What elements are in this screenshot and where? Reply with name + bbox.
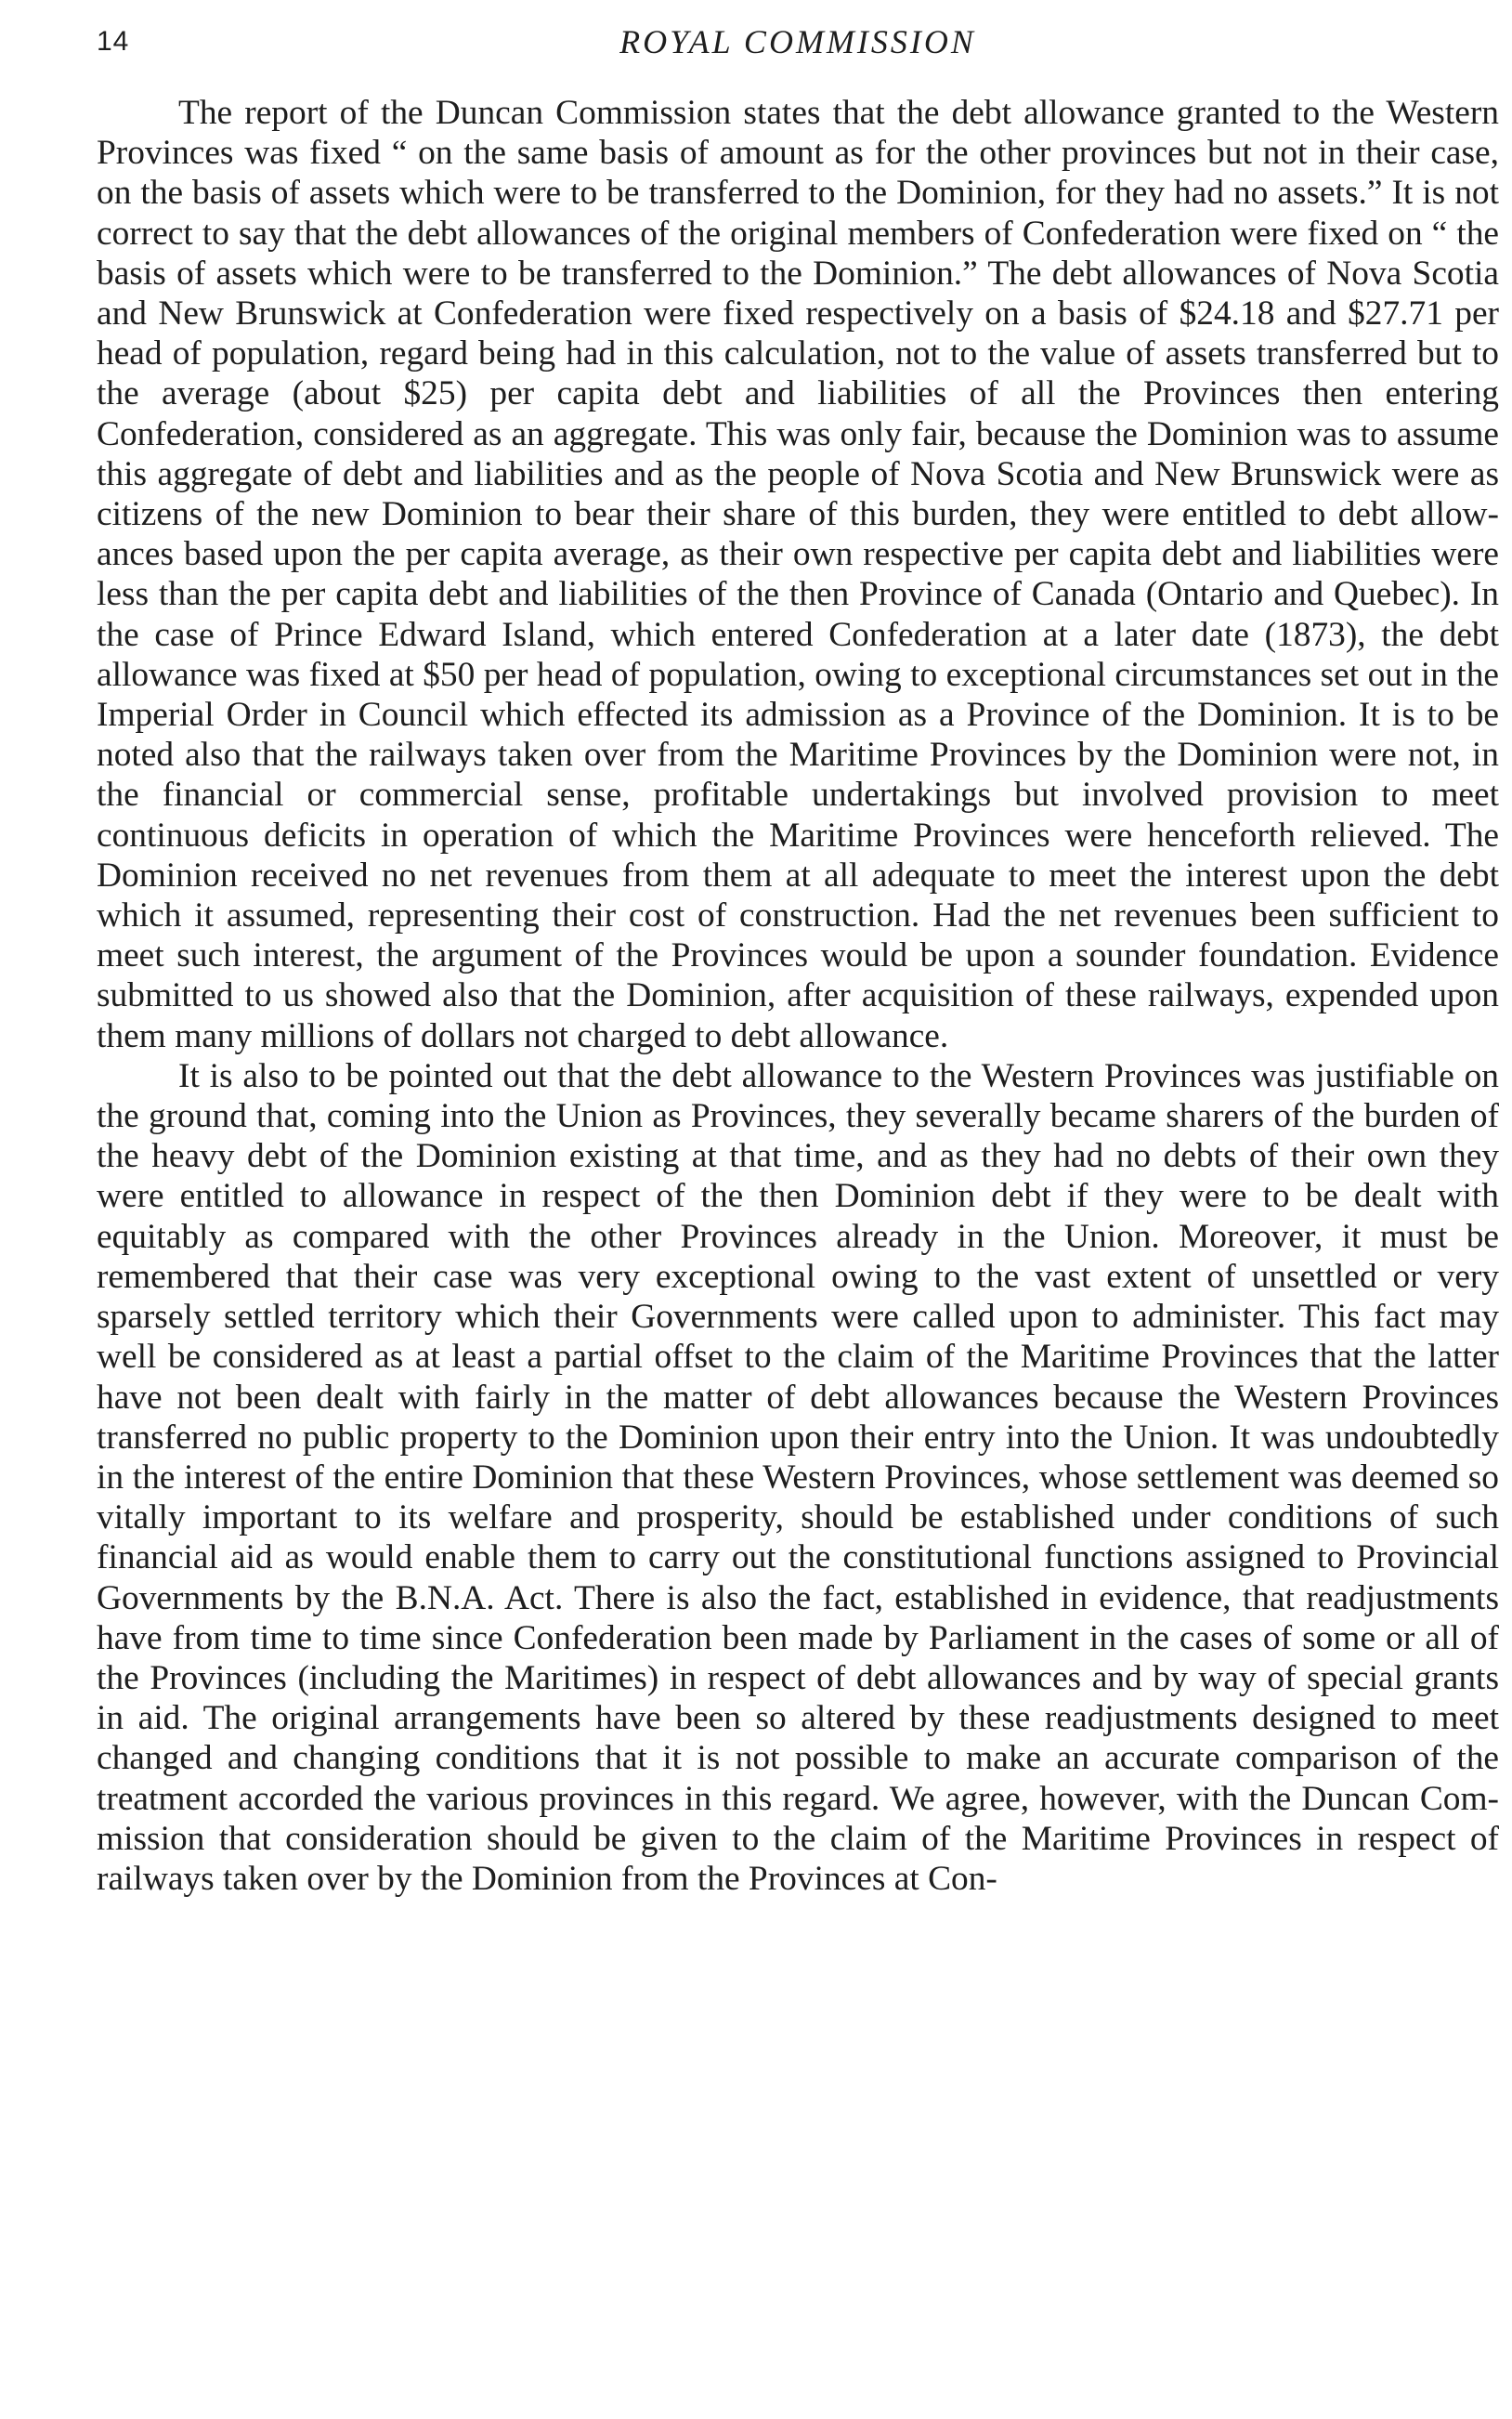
running-title: ROYAL COMMISSION (619, 23, 976, 60)
paragraph: It is also to be pointed out that the debt allowance to the Western Provinces was justifiable on the ground that, coming into the Union as Provinces, they severally became sharers of the burden of the heavy debt of the Dominion existing at that time, and as they had no debts of their own they were entitled to allowance in respect of the then Dominion debt if they were to be dealt with equitably as compared with the other Provinces already in the Union. Moreover, it must be remembered that their case was very exceptional owing to the vast extent of unsettled or very sparsely settled territory which their Governments were called upon to administer. This fact may well be considered as at least a partial offset to the claim of the Maritime Provinces that the latter have not been dealt with fairly in the matter of debt allowances because the Western Provinces transferred no public property to the Dominion upon their entry into the Union. It was undoubtedly in the interest of the entire Dominion that these Western Provinces, whose settlement was deemed so vitally important to its welfare and prosperity, should be established under conditions of such financial aid as would enable them to carry out the constitutional functions assigned to Provincial Governments by the B.N.A. Act. There is also the fact, established in evidence, that readjustments have from time to time since Confederation been made by Parliament in the cases of some or all of the Provinces (including the Maritimes) in respect of debt allowances and by way of special grants in aid. The original arrangements have been so altered by these readjustments designed to meet changed and changing conditions that it is not possible to make an accurate comparison of the treatment accorded the various provinces in this regard. We agree, however, with the Duncan Commission that consideration should be given to the claim of the Maritime Provinces in respect of railways taken over by the Dominion from the Provinces at Con- (97, 1056, 1499, 1898)
page-number: 14 (97, 26, 130, 57)
body-text (97, 93, 1499, 1899)
paragraph: The report of the Duncan Commission states that the debt allowance granted to the Western Provinces was fixed “ on the same basis of amount as for the other provinces but not in their case, on the basis of assets which were to be transferred to the Dominion, for they had no assets.” It is not correct to say that the debt allowances of the original members of Confederation were fixed on “ the basis of assets which were to be transferred to the Dominion.” The debt allowances of Nova Scotia and New Brunswick at Confederation were fixed respectively on a basis of $24.18 and $27.71 per head of population, regard being had in this calculation, not to the value of assets transferred but to the average (about $25) per capita debt and liabilities of all the Provinces then entering Confederation, considered as an aggregate. This was only fair, because the Dominion was to assume this aggregate of debt and liabilities and as the people of Nova Scotia and New Brunswick were as citizens of the new Dominion to bear their share of this burden, they were entitled to debt allowances based upon the per capita average, as their own respective per capita debt and liabilities were less than the per capita debt and liabilities of the then Province of Canada (Ontario and Quebec). In the case of Prince Edward Island, which entered Confederation at a later date (1873), the debt allowance was fixed at $50 per head of population, owing to exceptional circumstances set out in the Imperial Order in Council which effected its admission as a Province of the Dominion. It is to be noted also that the railways taken over from the Maritime Provinces by the Dominion were not, in the financial or commercial sense, profitable undertakings but involved provision to meet continuous deficits in operation of which the Maritime Provinces were henceforth relieved. The Dominion received no net revenues from them at all adequate to meet the interest upon the debt which it assumed, representing their cost of construction. Had the net revenues been sufficient to meet such interest, the argument of the Provinces would be upon a sounder foundation. Evidence submitted to us showed also that the Dominion, after acquisition of these railways, expended upon them many millions of dollars not charged to debt allowance. (97, 94, 1499, 1055)
running-header (97, 22, 1499, 69)
